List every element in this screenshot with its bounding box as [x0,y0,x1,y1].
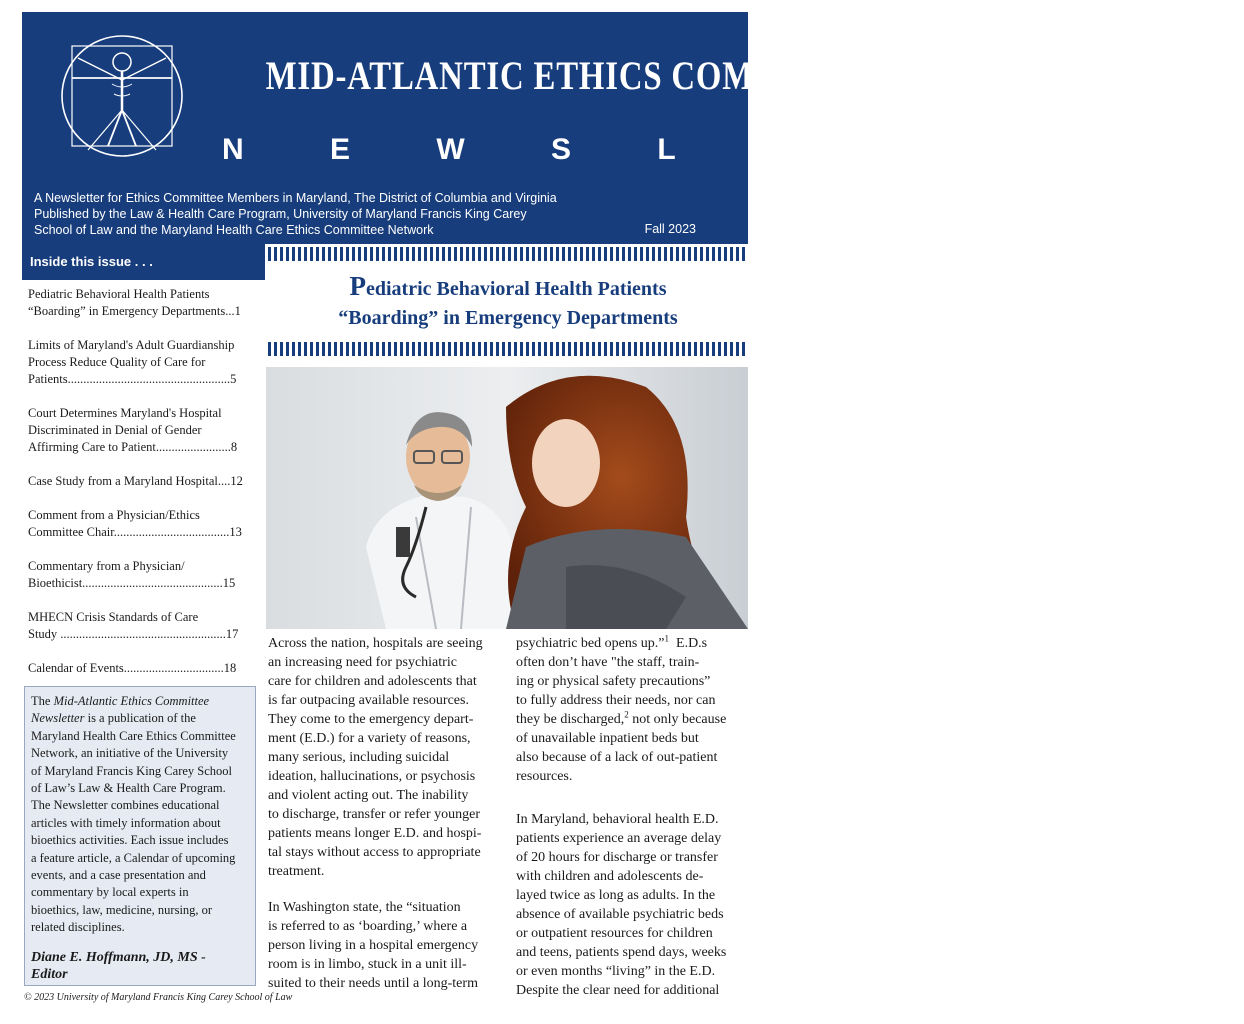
article-line: of unavailable inpatient beds but [516,731,699,746]
article-line: Despite the clear need for additional [516,983,720,998]
toc-line: Discriminated in Denial of Gender [28,423,202,437]
publication-info-line: A Newsletter for Ethics Committee Members in Maryland, The District of Columbia and Virginia [34,191,557,205]
newsletter-name: Mid-Atlantic Ethics Committee [53,694,210,708]
article-text: E.D.s [669,636,708,651]
article-column-2 [516,634,752,1017]
sidebar [22,244,265,1004]
toc-line: Affirming Care to Patient........................8 [28,440,238,454]
article-line: often don’t have "the staff, train- [516,655,700,670]
article-line: layed twice as long as adults. In the [516,888,716,903]
article-paragraph [268,898,504,993]
toc-line: Committee Chair.....................................13 [28,525,242,539]
about-text: is a publication of the [84,711,196,726]
editor-line: Editor [31,966,68,982]
article-line: suited to their needs until a long-term [268,976,478,991]
footnote-ref[interactable]: 2 [624,709,629,720]
inside-issue-heading: Inside this issue . . . [22,244,265,280]
toc-line: Study .....................................................17 [28,627,239,641]
about-line [31,693,249,710]
about-newsletter-box [24,686,256,986]
decorative-rule-bottom [268,342,748,356]
article-line [516,710,752,729]
newsletter-name: Newsletter [31,711,85,726]
article-column-1 [268,634,504,1010]
article-line: of 20 hours for discharge or transfer [516,850,718,865]
title-text: ediatric Behavioral Health Patients [365,278,667,300]
toc-line: Patients....................................................5 [28,372,237,386]
article-line [516,634,752,653]
about-line: a feature article, a Calendar of upcoming [31,850,236,865]
toc-line: “Boarding” in Emergency Departments...1 [28,304,241,318]
masthead [22,12,1244,244]
article-line: also because of a lack of out-patient [516,750,718,765]
about-line: bioethics, law, medicine, nursing, or [31,902,213,917]
toc-item[interactable] [28,507,260,541]
article-line: absence of available psychiatric beds [516,907,724,922]
article-paragraph [268,634,504,881]
table-of-contents [28,286,260,694]
about-line: bioethics activities. Each issue includes [31,833,229,848]
toc-item[interactable] [28,660,260,677]
vitruvian-man-logo-icon [58,32,186,160]
article-line: resources. [516,769,573,784]
article-paragraph [516,810,752,1000]
article-line: treatment. [268,864,325,879]
editor-line: Diane E. Hoffmann, JD, MS - [31,949,206,965]
about-line: Maryland Health Care Ethics Committee [31,728,236,743]
newsletter-title: MID-ATLANTIC ETHICS COMMITTEE [265,53,891,98]
toc-item[interactable] [28,337,260,388]
toc-line: Case Study from a Maryland Hospital....12 [28,474,243,488]
article-title-line [268,272,748,304]
toc-line: Process Reduce Quality of Care for [28,355,206,369]
about-line: commentary by local experts in [31,885,189,900]
toc-item[interactable] [28,609,260,643]
article-line: care for children and adolescents that [268,674,477,689]
article-line: with children and adolescents de- [516,869,704,884]
toc-item[interactable] [28,558,260,592]
article-line: is far outpacing available resources. [268,693,469,708]
about-line: articles with timely information about [31,815,221,830]
article-title [268,272,748,333]
article-text: not only because [628,712,727,727]
publication-info-line: School of Law and the Maryland Health Care Ethics Committee Network [34,223,434,237]
decorative-rule-top [268,247,748,261]
article-photo [266,367,748,629]
toc-line: MHECN Crisis Standards of Care [28,610,199,624]
article-title-line: “Boarding” in Emergency Departments [338,307,678,329]
toc-line: Bioethicist.............................................15 [28,576,236,590]
article-line: ment (E.D.) for a variety of reasons, [268,731,471,746]
article-line: In Maryland, behavioral health E.D. [516,812,719,827]
footnote-ref[interactable]: 1 [664,633,670,644]
about-line [31,710,249,727]
article-line: In Washington state, the “situation [268,900,461,915]
article-line: person living in a hospital emergency [268,938,479,953]
toc-line: Calendar of Events................................18 [28,661,237,675]
toc-line: Pediatric Behavioral Health Patients [28,287,210,301]
issue-season: Fall 2023 [644,222,696,236]
copyright-notice: © 2023 University of Maryland Francis King Carey School of Law [24,992,293,1003]
article-line: or outpatient resources for children [516,926,713,941]
article-line: many serious, including suicidal [268,750,450,765]
toc-item[interactable] [28,405,260,456]
article-line: Across the nation, hospitals are seeing [268,636,483,651]
toc-line: Comment from a Physician/Ethics [28,508,200,522]
about-line: events, and a case presentation and [31,868,206,883]
article-line: tal stays without access to appropriate [268,845,481,860]
article-line: room is in limbo, stuck in a unit ill- [268,957,467,972]
article-line: patients means longer E.D. and hospi- [268,826,482,841]
article-line: patients experience an average delay [516,831,722,846]
article-line: ing or physical safety precautions” [516,674,711,689]
publication-info-line: Published by the Law & Health Care Program, University of Maryland Francis King Carey [34,207,527,221]
toc-line: Commentary from a Physician/ [28,559,185,573]
about-line: of Maryland Francis King Carey School [31,763,233,778]
about-line: The Newsletter combines educational [31,798,220,813]
toc-line: Limits of Maryland's Adult Guardianship [28,338,235,352]
article-line: to fully address their needs, nor can [516,693,716,708]
article-text: they be discharged, [516,712,625,727]
toc-line: Court Determines Maryland's Hospital [28,406,222,420]
article-line: to discharge, transfer or refer younger [268,807,480,822]
article-paragraph [516,634,752,786]
toc-item[interactable] [28,473,260,490]
about-line: of Law’s Law & Health Care Program. [31,781,226,796]
article-line: is referred to as ‘boarding,’ where a [268,919,468,934]
publication-info [34,190,734,238]
article-line: an increasing need for psychiatric [268,655,457,670]
about-line: related disciplines. [31,920,125,935]
about-line: Network, an initiative of the University [31,746,229,761]
article-line: or even months “living” in the E.D. [516,964,716,979]
article-text: psychiatric bed opens up.” [516,636,665,651]
newsletter-subtitle: N E W S L E T T E R [222,133,1244,166]
article-line: ideation, hallucinations, or psychosis [268,769,476,784]
title-initial: P [349,271,366,301]
article-line: and violent acting out. The inability [268,788,469,803]
toc-item[interactable] [28,286,260,320]
article-line: and teens, patients spend days, weeks [516,945,727,960]
article-line: They come to the emergency depart- [268,712,474,727]
about-text: The [31,694,54,708]
editor-credit [31,949,249,983]
